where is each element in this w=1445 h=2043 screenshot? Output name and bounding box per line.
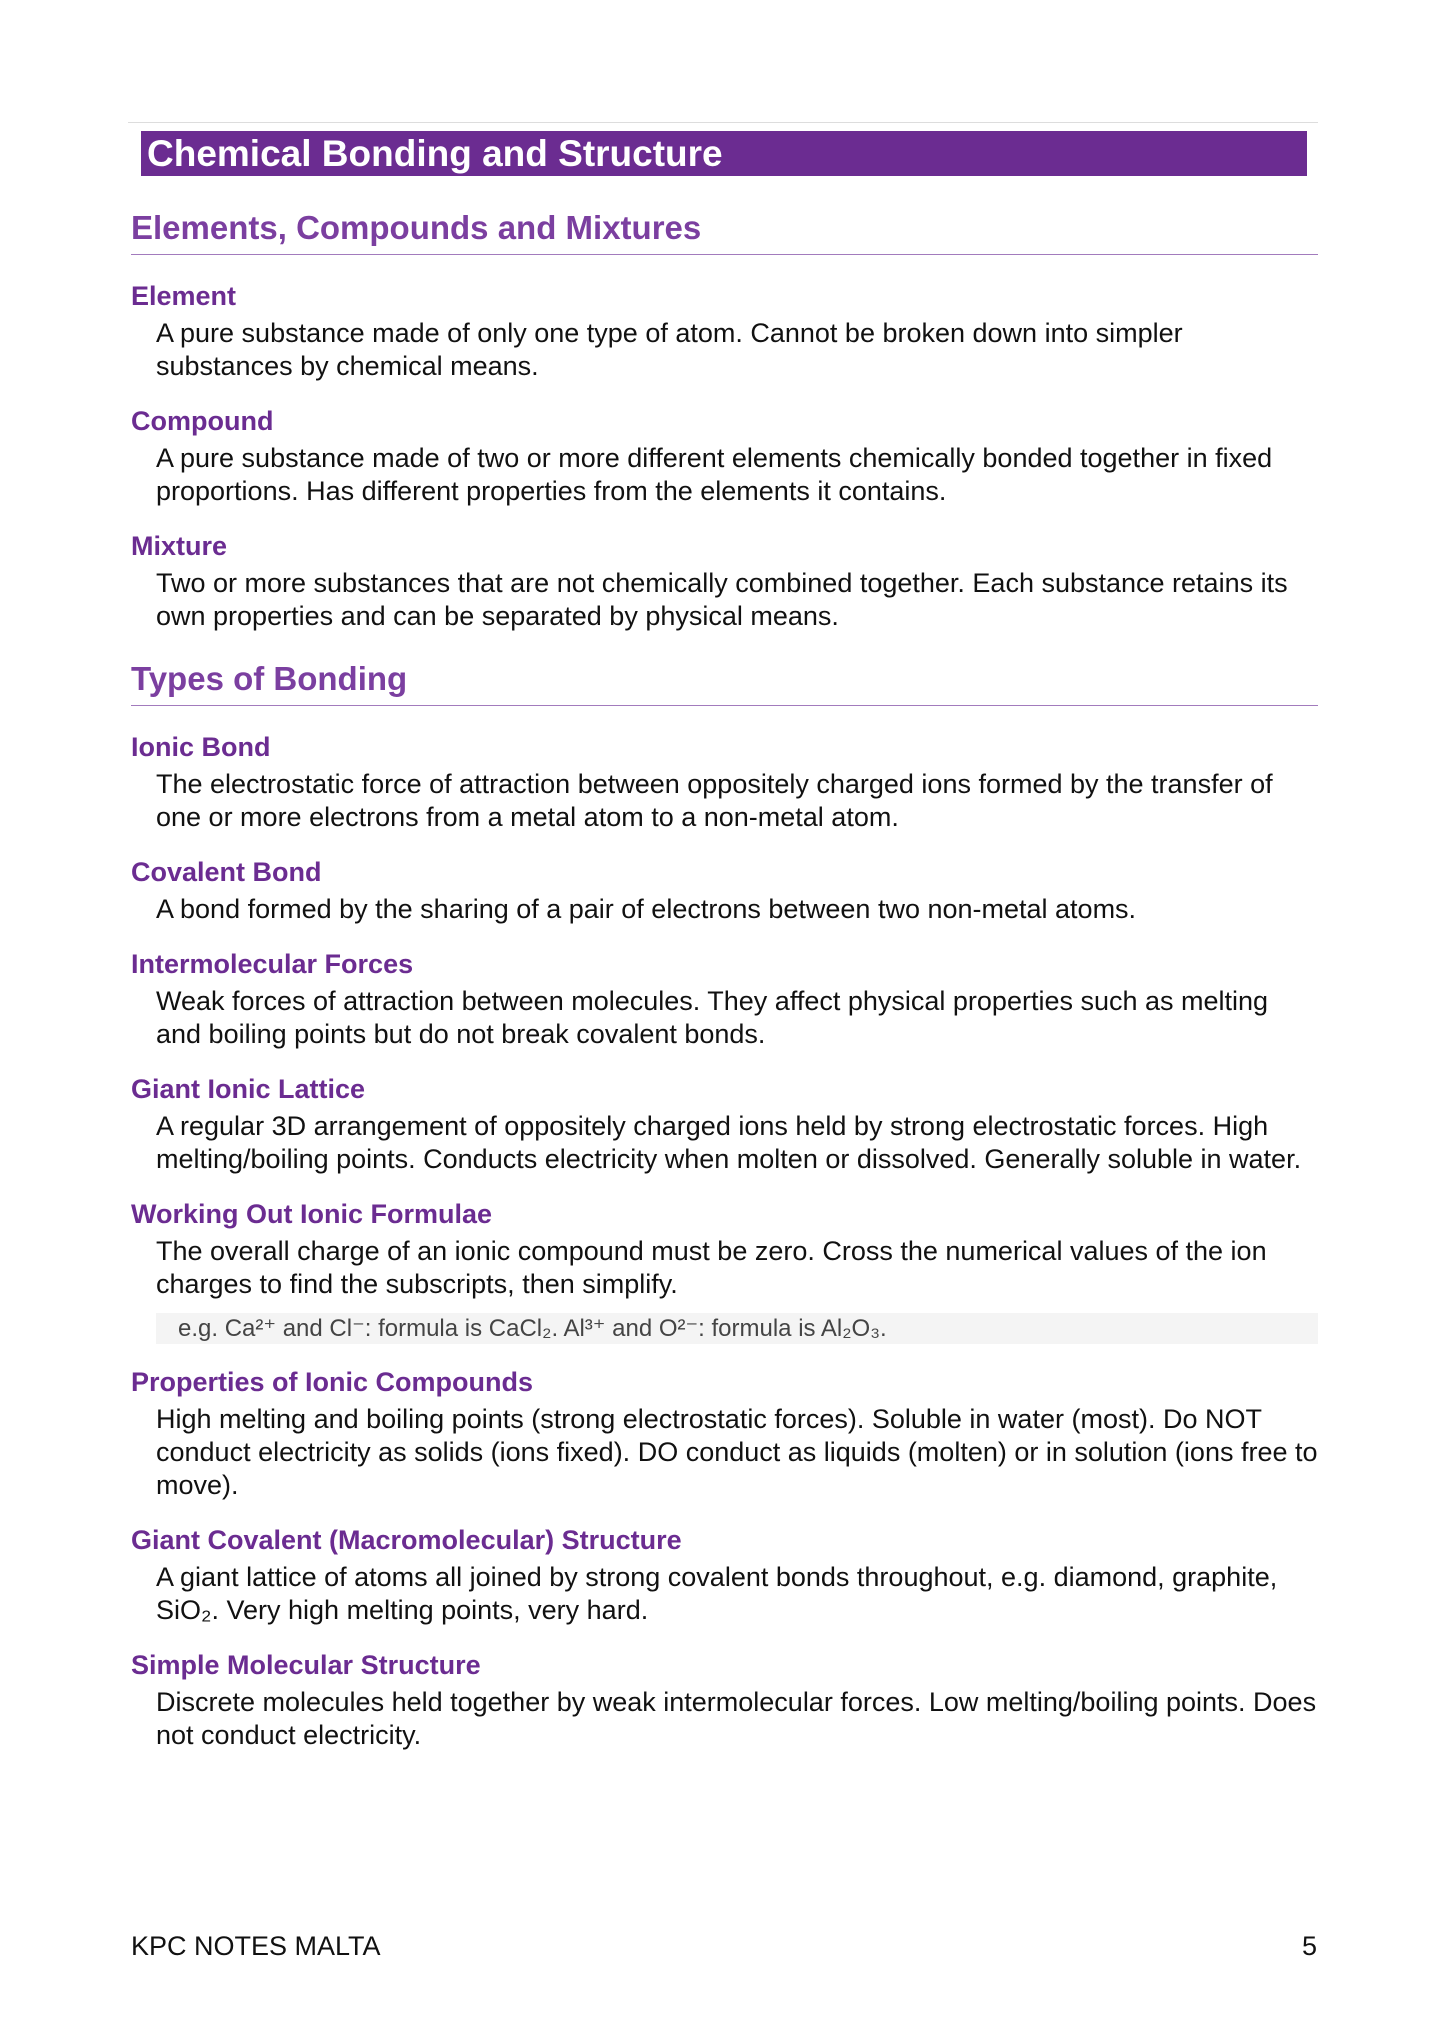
term-definition: A pure substance made of only one type of atom. Cannot be broken down into simpler substances by chemical means. (156, 318, 1183, 381)
term-definition: A pure substance made of two or more different elements chemically bonded together in fixed proportions. Has different properties from the elements it contains. (156, 443, 1273, 506)
term-definition: High melting and boiling points (strong electrostatic forces). Soluble in water (most). Do NOT conduct electricity as solids (ions fixed). DO conduct as liquids (molten) or in solution (ions free to move). (156, 1404, 1318, 1500)
term-simple-molecular-structure (131, 1649, 1318, 1752)
term-mixture (131, 530, 1318, 633)
term-giant-covalent-structure (131, 1524, 1318, 1627)
term-ionic-bond (131, 731, 1318, 834)
section-heading-types-of-bonding: Types of Bonding (131, 659, 1318, 706)
page-title: Chemical Bonding and Structure (141, 131, 1307, 176)
term-working-out-ionic-formulae (131, 1198, 1318, 1344)
term-name: Element (131, 281, 237, 311)
term-name: Working Out Ionic Formulae (131, 1199, 493, 1229)
term-name: Mixture (131, 531, 228, 561)
term-definition: Two or more substances that are not chemically combined together. Each substance retains its own properties and can be separated by physical means. (156, 568, 1288, 631)
term-name: Intermolecular Forces (131, 949, 414, 979)
term-definition: A giant lattice of atoms all joined by strong covalent bonds throughout, e.g. diamond, graphite, SiO₂. Very high melting points, very hard. (156, 1562, 1278, 1625)
term-covalent-bond (131, 856, 1318, 926)
term-name: Ionic Bond (131, 732, 271, 762)
term-definition: A bond formed by the sharing of a pair of electrons between two non-metal atoms. (156, 894, 1137, 924)
top-divider (128, 122, 1318, 123)
term-name: Compound (131, 406, 274, 436)
term-element (131, 280, 1318, 383)
main-content (131, 208, 1318, 1774)
term-intermolecular-forces (131, 948, 1318, 1051)
term-name: Simple Molecular Structure (131, 1650, 481, 1680)
term-definition: A regular 3D arrangement of oppositely charged ions held by strong electrostatic forces. High melting/boiling points. Conducts electricity when molten or dissolved. Generally soluble in water. (156, 1111, 1302, 1174)
term-name: Covalent Bond (131, 857, 322, 887)
term-properties-of-ionic-compounds (131, 1366, 1318, 1502)
term-definition: Discrete molecules held together by weak intermolecular forces. Low melting/boiling points. Does not conduct electricity. (156, 1687, 1317, 1750)
term-name: Giant Ionic Lattice (131, 1074, 366, 1104)
term-definition: The overall charge of an ionic compound must be zero. Cross the numerical values of the ion charges to find the subscripts, then simplify. (156, 1236, 1267, 1299)
term-giant-ionic-lattice (131, 1073, 1318, 1176)
term-compound (131, 405, 1318, 508)
term-name: Properties of Ionic Compounds (131, 1367, 534, 1397)
term-definition: The electrostatic force of attraction between oppositely charged ions formed by the transfer of one or more electrons from a metal atom to a non-metal atom. (156, 769, 1273, 832)
page-number: 5 (1301, 1931, 1317, 1961)
footer-label: KPC NOTES MALTA (131, 1931, 381, 1961)
term-name: Giant Covalent (Macromolecular) Structure (131, 1525, 682, 1555)
section-heading-elements-compounds-mixtures: Elements, Compounds and Mixtures (131, 208, 1318, 255)
example-box: e.g. Ca²⁺ and Cl⁻: formula is CaCl₂. Al³⁺ and O²⁻: formula is Al₂O₃. (156, 1313, 1318, 1344)
term-definition: Weak forces of attraction between molecules. They affect physical properties such as melting and boiling points but do not break covalent bonds. (156, 986, 1269, 1049)
